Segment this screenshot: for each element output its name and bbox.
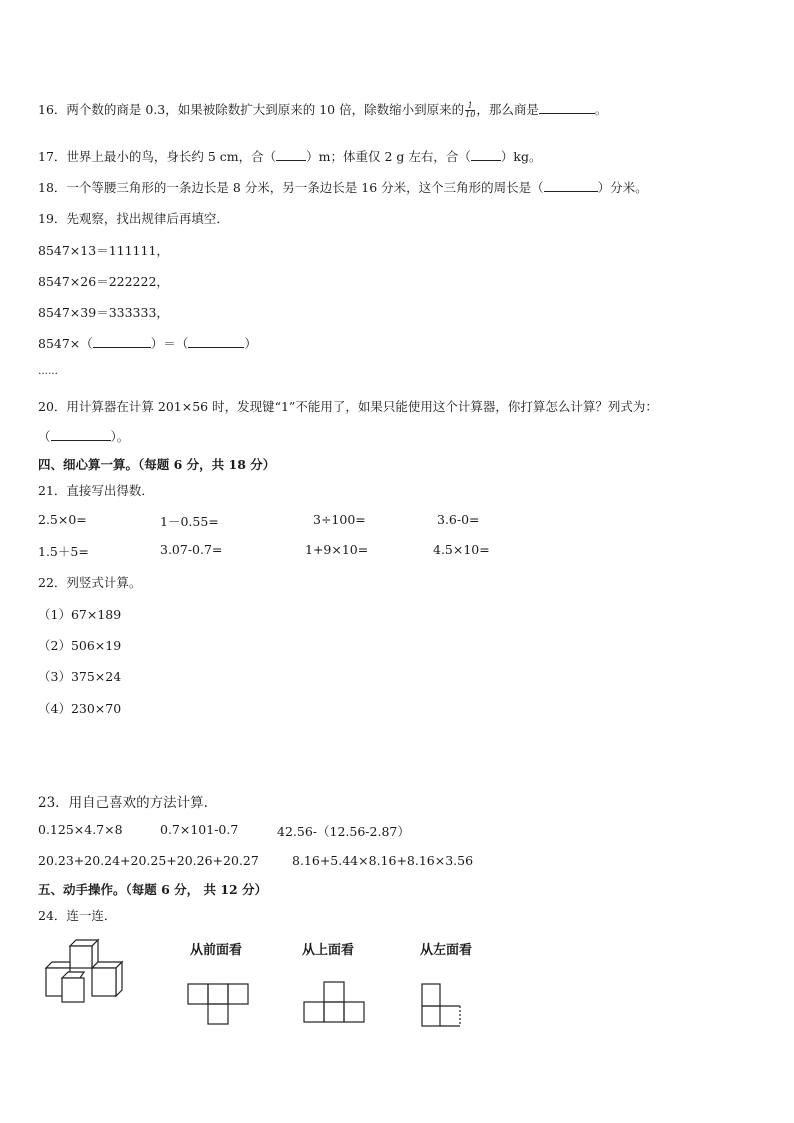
calc-item: 42.56-（12.56-2.87）	[277, 824, 410, 839]
vertical-calc-item: （3）375×24	[38, 669, 122, 684]
view-label-left: 从左面看	[420, 943, 473, 958]
q19-blank-mid: ）＝（	[150, 336, 189, 351]
calc-item: 1+9×10=	[305, 542, 369, 557]
q17-text-a: 17．世界上最小的鸟，身长约 5 cm，合（	[38, 149, 277, 164]
calc-item: 2.5×0=	[38, 512, 87, 527]
front-view-figure	[186, 982, 252, 1028]
question-17	[38, 147, 541, 165]
answer-blank[interactable]	[276, 149, 306, 161]
q20-answer-line	[38, 427, 129, 445]
q24-title: 24．连一连．	[38, 908, 117, 923]
calc-item: 3÷100=	[313, 512, 366, 527]
q18-text-b: ）分米。	[597, 180, 648, 195]
view-label-front: 从前面看	[190, 943, 243, 958]
q19-blank-suffix: ）	[244, 336, 257, 351]
q16-text-c: 。	[594, 102, 608, 117]
answer-blank[interactable]	[51, 429, 111, 441]
pattern-line-1: 8547×13＝111111，	[38, 243, 169, 258]
calc-item: 8.16+5.44×8.16+8.16×3.56	[292, 853, 474, 868]
answer-blank[interactable]	[539, 102, 595, 114]
ellipsis: ……	[38, 366, 58, 377]
answer-blank[interactable]	[188, 336, 244, 348]
vertical-calc-item: （2）506×19	[38, 638, 122, 653]
cube-stack-figure	[42, 936, 132, 1006]
q16-text-a: 16．两个数的商是 0.3，如果被除数扩大到原来的 10 倍，除数缩小到原来的	[38, 102, 465, 117]
question-16	[38, 100, 607, 119]
calc-item: 3.6-0=	[437, 512, 480, 527]
calc-item: 0.7×101-0.7	[160, 822, 239, 837]
vertical-calc-item: （4）230×70	[38, 701, 122, 716]
q19-blank-prefix: 8547×（	[38, 336, 93, 351]
q17-text-b: ）m；体重仅 2 g 左右，合（	[306, 149, 471, 164]
q22-title: 22．列竖式计算。	[38, 575, 142, 590]
calc-item: 20.23+20.24+20.25+20.26+20.27	[38, 853, 259, 868]
q19-title: 19．先观察，找出规律后再填空．	[38, 211, 229, 226]
calc-item: 1－0.55=	[160, 514, 219, 529]
fraction-one-tenth	[465, 102, 475, 119]
q23-title: 23．用自己喜欢的方法计算.	[38, 795, 208, 811]
q20-close-paren: ）。	[110, 429, 130, 444]
q16-text-b: ，那么商是	[476, 102, 539, 117]
left-view-figure	[418, 980, 468, 1030]
q21-title: 21．直接写出得数．	[38, 483, 154, 498]
vertical-calc-item: （1）67×189	[38, 607, 122, 622]
top-view-figure	[302, 978, 368, 1026]
question-20: 20．用计算器在计算 201×56 时，发现键“1”不能用了，如果只能使用这个计算器，你打算怎么计算？列式为：	[38, 399, 658, 414]
answer-blank[interactable]	[93, 336, 151, 348]
pattern-fill-line	[38, 334, 257, 352]
calc-item: 4.5×10=	[433, 542, 490, 557]
section-4-heading: 四、细心算一算。（每题 6 分，共 18 分）	[38, 457, 276, 472]
view-label-top: 从上面看	[302, 943, 355, 958]
fraction-numerator: 1	[465, 102, 475, 111]
section-5-heading: 五、动手操作。（每题 6 分， 共 12 分）	[38, 882, 268, 897]
q20-open-paren: （	[38, 429, 51, 444]
answer-blank[interactable]	[544, 180, 598, 192]
fraction-denominator: 10	[465, 110, 476, 119]
calc-item: 3.07-0.7=	[160, 542, 223, 557]
answer-blank[interactable]	[471, 149, 501, 161]
question-18	[38, 178, 648, 196]
q18-text-a: 18．一个等腰三角形的一条边长是 8 分米，另一条边长是 16 分米，这个三角形的周长是（	[38, 180, 544, 195]
q17-text-c: ）kg。	[500, 149, 542, 164]
calc-item: 1.5＋5=	[38, 544, 89, 559]
pattern-line-3: 8547×39＝333333，	[38, 305, 169, 320]
calc-item: 0.125×4.7×8	[38, 822, 123, 837]
pattern-line-2: 8547×26＝222222，	[38, 274, 169, 289]
